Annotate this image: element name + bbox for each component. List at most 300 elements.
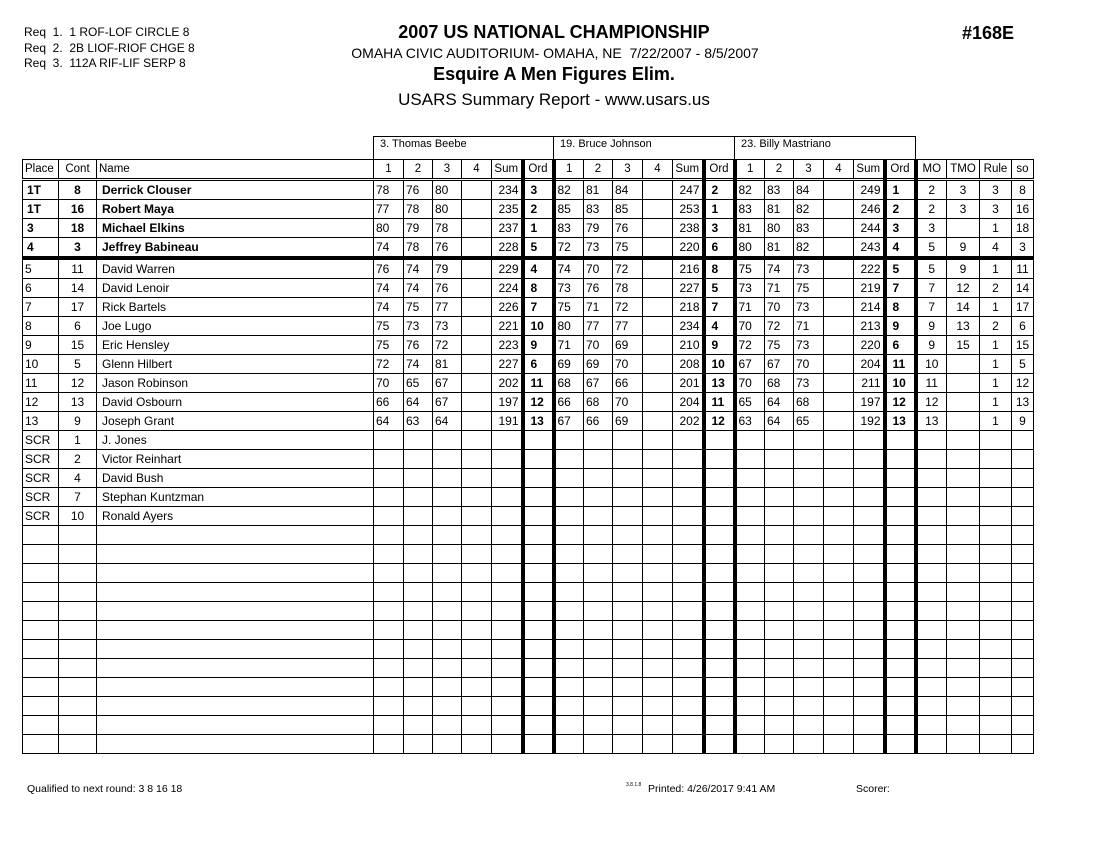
- mo-cell: 5: [916, 238, 947, 259]
- judge2-score3-cell: [613, 507, 643, 526]
- judge1-sum-cell: [492, 469, 523, 488]
- tmo-cell: [947, 450, 980, 469]
- name-cell: [97, 545, 374, 564]
- judge3-score2-cell: [765, 545, 794, 564]
- judge2-score3-cell: [613, 697, 643, 716]
- judge2-ordinal-cell: [704, 678, 735, 697]
- judge3-ordinal-cell: 11: [885, 355, 916, 374]
- judge3-sum-cell: [854, 545, 885, 564]
- judge3-score3-cell: 73: [794, 298, 824, 317]
- judge3-score2-cell: [765, 735, 794, 754]
- judge2-score4-cell: [643, 716, 673, 735]
- judge2-score4-cell: [643, 374, 673, 393]
- judge3-score3-cell: 73: [794, 374, 824, 393]
- judge2-score4-cell: [643, 659, 673, 678]
- extra-cell: [980, 659, 1012, 678]
- judge2-score3-cell: 69: [613, 412, 643, 431]
- judge3-ordinal-cell: 6: [885, 336, 916, 355]
- judge3-score4-cell: [824, 219, 854, 238]
- place-cell: 11: [23, 374, 59, 393]
- table-row: [23, 412, 1034, 431]
- name-cell: [97, 602, 374, 621]
- judge2-score1-cell: 71: [554, 336, 584, 355]
- judge3-ordinal-cell: 3: [885, 219, 916, 238]
- col-header-judge2-j1: 1: [554, 160, 584, 180]
- judge1-score4-cell: [462, 238, 492, 259]
- judge1-ordinal-cell: [523, 678, 554, 697]
- judge1-ordinal-cell: 5: [523, 238, 554, 259]
- judge2-score2-cell: 71: [584, 298, 613, 317]
- judge-1-header: 3. Thomas Beebe: [373, 136, 554, 160]
- judge2-score4-cell: [643, 735, 673, 754]
- extra-cell: [916, 583, 947, 602]
- judge1-ordinal-cell: [523, 735, 554, 754]
- name-cell: Jason Robinson: [97, 374, 374, 393]
- judge1-score2-cell: [404, 583, 433, 602]
- contestant-number-cell: [59, 716, 97, 735]
- judge1-score2-cell: 76: [404, 180, 433, 200]
- col-header-judge3-j2: 2: [765, 160, 794, 180]
- judge2-score4-cell: [643, 317, 673, 336]
- venue-dates: OMAHA CIVIC AUDITORIUM- OMAHA, NE 7/22/2007 - 8/5/2007: [351, 45, 759, 61]
- extra-cell: [916, 526, 947, 545]
- extra-cell: [947, 735, 980, 754]
- tmo-cell: 9: [947, 258, 980, 279]
- judge3-ordinal-cell: 12: [885, 393, 916, 412]
- judge2-sum-cell: 204: [673, 393, 704, 412]
- judge3-score3-cell: 70: [794, 355, 824, 374]
- judge2-score3-cell: [613, 488, 643, 507]
- place-cell: 8: [23, 317, 59, 336]
- judge2-score4-cell: [643, 697, 673, 716]
- col-header-name: Name: [97, 160, 374, 180]
- judge1-sum-cell: 235: [492, 200, 523, 219]
- extra-cell: [947, 526, 980, 545]
- judge3-sum-cell: 211: [854, 374, 885, 393]
- judge1-ordinal-cell: 11: [523, 374, 554, 393]
- judge3-score3-cell: 73: [794, 336, 824, 355]
- judge1-score4-cell: [462, 317, 492, 336]
- judge3-ordinal-cell: 5: [885, 258, 916, 279]
- judge2-score4-cell: [643, 431, 673, 450]
- blank-row: [23, 678, 1034, 697]
- judge3-ordinal-cell: [885, 469, 916, 488]
- extra-cell: [947, 583, 980, 602]
- judge2-score1-cell: [554, 697, 584, 716]
- judge3-score2-cell: 72: [765, 317, 794, 336]
- judge1-score3-cell: [433, 507, 462, 526]
- judge3-score2-cell: 83: [765, 180, 794, 200]
- judge1-sum-cell: 227: [492, 355, 523, 374]
- extra-cell: [1012, 583, 1034, 602]
- name-cell: Michael Elkins: [97, 219, 374, 238]
- judge2-score1-cell: [554, 583, 584, 602]
- judge2-sum-cell: 238: [673, 219, 704, 238]
- tmo-cell: [947, 374, 980, 393]
- judge1-score2-cell: 63: [404, 412, 433, 431]
- judge1-score3-cell: [433, 735, 462, 754]
- judge2-sum-cell: [673, 488, 704, 507]
- place-cell: 12: [23, 393, 59, 412]
- judge1-score2-cell: 73: [404, 317, 433, 336]
- judge2-score2-cell: [584, 431, 613, 450]
- contestant-number-cell: 14: [59, 279, 97, 298]
- championship-title: 2007 US NATIONAL CHAMPIONSHIP: [398, 22, 710, 42]
- rule-cell: 3: [980, 180, 1012, 200]
- table-row: [23, 238, 1034, 259]
- judge2-score2-cell: 81: [584, 180, 613, 200]
- so-cell: 13: [1012, 393, 1034, 412]
- tmo-cell: 3: [947, 180, 980, 200]
- event-number: #168E: [962, 23, 1015, 43]
- judge2-score4-cell: [643, 678, 673, 697]
- judge3-score3-cell: 75: [794, 279, 824, 298]
- judge1-score3-cell: [433, 564, 462, 583]
- col-header-tmo: TMO: [947, 160, 980, 180]
- judge3-sum-cell: [854, 583, 885, 602]
- judge3-score4-cell: [824, 640, 854, 659]
- extra-cell: [980, 640, 1012, 659]
- judge1-ordinal-cell: [523, 488, 554, 507]
- judge2-score4-cell: [643, 336, 673, 355]
- judge2-score4-cell: [643, 219, 673, 238]
- judge1-score2-cell: [404, 488, 433, 507]
- judge3-sum-cell: [854, 564, 885, 583]
- extra-cell: [1012, 678, 1034, 697]
- rule-cell: 1: [980, 219, 1012, 238]
- judge1-score4-cell: [462, 735, 492, 754]
- name-cell: [97, 621, 374, 640]
- judge2-score3-cell: [613, 602, 643, 621]
- judge1-ordinal-cell: 2: [523, 200, 554, 219]
- judge2-score1-cell: 73: [554, 279, 584, 298]
- so-cell: [1012, 469, 1034, 488]
- judge2-ordinal-cell: [704, 564, 735, 583]
- judge1-score4-cell: [462, 526, 492, 545]
- judge3-score2-cell: [765, 564, 794, 583]
- judge2-sum-cell: 216: [673, 258, 704, 279]
- extra-cell: [947, 659, 980, 678]
- so-cell: [1012, 450, 1034, 469]
- judge1-score2-cell: 74: [404, 279, 433, 298]
- extra-cell: [916, 659, 947, 678]
- judge1-score4-cell: [462, 564, 492, 583]
- name-cell: Ronald Ayers: [97, 507, 374, 526]
- judge1-score2-cell: [404, 697, 433, 716]
- judge2-score2-cell: [584, 735, 613, 754]
- judge3-score4-cell: [824, 697, 854, 716]
- judge2-score2-cell: [584, 621, 613, 640]
- extra-cell: [916, 697, 947, 716]
- judge3-sum-cell: 220: [854, 336, 885, 355]
- extra-cell: [980, 697, 1012, 716]
- so-cell: [1012, 488, 1034, 507]
- judge1-sum-cell: [492, 431, 523, 450]
- judge1-sum-cell: [492, 450, 523, 469]
- judge1-score4-cell: [462, 219, 492, 238]
- name-cell: [97, 716, 374, 735]
- judge3-score2-cell: 68: [765, 374, 794, 393]
- judge2-score4-cell: [643, 200, 673, 219]
- contestant-number-cell: [59, 564, 97, 583]
- place-cell: SCR: [23, 507, 59, 526]
- event-title: Esquire A Men Figures Elim.: [433, 64, 675, 84]
- judge2-score3-cell: 69: [613, 336, 643, 355]
- judge3-score1-cell: 63: [735, 412, 765, 431]
- extra-cell: [916, 564, 947, 583]
- judge3-score1-cell: [735, 621, 765, 640]
- extra-cell: [980, 716, 1012, 735]
- place-cell: 1T: [23, 200, 59, 219]
- judge2-score1-cell: [554, 602, 584, 621]
- judge1-score3-cell: 67: [433, 393, 462, 412]
- judge3-score2-cell: 81: [765, 200, 794, 219]
- judge3-ordinal-cell: [885, 697, 916, 716]
- blank-row: [23, 583, 1034, 602]
- judge3-score1-cell: 71: [735, 298, 765, 317]
- table-row: [23, 488, 1034, 507]
- judge3-score3-cell: 65: [794, 412, 824, 431]
- judge2-ordinal-cell: [704, 545, 735, 564]
- contestant-number-cell: [59, 526, 97, 545]
- judge3-ordinal-cell: [885, 488, 916, 507]
- judge3-score2-cell: [765, 507, 794, 526]
- judge1-score4-cell: [462, 412, 492, 431]
- rule-cell: 2: [980, 317, 1012, 336]
- judge3-ordinal-cell: 4: [885, 238, 916, 259]
- name-cell: Stephan Kuntzman: [97, 488, 374, 507]
- mo-cell: [916, 450, 947, 469]
- judge1-sum-cell: [492, 640, 523, 659]
- judge1-ordinal-cell: 3: [523, 180, 554, 200]
- judge3-score4-cell: [824, 583, 854, 602]
- judge3-score2-cell: 71: [765, 279, 794, 298]
- judge1-ordinal-cell: [523, 697, 554, 716]
- blank-row: [23, 640, 1034, 659]
- judge2-ordinal-cell: 10: [704, 355, 735, 374]
- judge2-score1-cell: [554, 507, 584, 526]
- name-cell: [97, 697, 374, 716]
- judge2-score2-cell: [584, 716, 613, 735]
- judge3-score3-cell: 68: [794, 393, 824, 412]
- judge2-score2-cell: [584, 488, 613, 507]
- judge1-score3-cell: [433, 488, 462, 507]
- judge3-ordinal-cell: [885, 716, 916, 735]
- judge1-score3-cell: 78: [433, 219, 462, 238]
- col-header-judge2-j2: 2: [584, 160, 613, 180]
- results-table: [22, 159, 1034, 754]
- judge3-sum-cell: 222: [854, 258, 885, 279]
- rule-cell: [980, 488, 1012, 507]
- name-cell: [97, 583, 374, 602]
- blank-row: [23, 564, 1034, 583]
- judge3-sum-cell: [854, 697, 885, 716]
- judge1-score4-cell: [462, 697, 492, 716]
- judge2-sum-cell: 247: [673, 180, 704, 200]
- judge3-ordinal-cell: [885, 583, 916, 602]
- judge1-score4-cell: [462, 716, 492, 735]
- extra-cell: [916, 621, 947, 640]
- judge2-score2-cell: [584, 564, 613, 583]
- judge1-score1-cell: [374, 583, 404, 602]
- judge3-score2-cell: [765, 659, 794, 678]
- mo-cell: 12: [916, 393, 947, 412]
- judge2-ordinal-cell: [704, 602, 735, 621]
- judge3-score2-cell: 67: [765, 355, 794, 374]
- judge3-ordinal-cell: [885, 507, 916, 526]
- name-cell: [97, 659, 374, 678]
- contestant-number-cell: 17: [59, 298, 97, 317]
- col-header-judge3-ord: Ord: [885, 160, 916, 180]
- mo-cell: 9: [916, 336, 947, 355]
- extra-cell: [980, 678, 1012, 697]
- judge2-score2-cell: 83: [584, 200, 613, 219]
- mo-cell: 5: [916, 258, 947, 279]
- judge3-score2-cell: [765, 602, 794, 621]
- judge3-score1-cell: [735, 526, 765, 545]
- judge3-score1-cell: 73: [735, 279, 765, 298]
- judge2-sum-cell: 218: [673, 298, 704, 317]
- col-header-judge1-j2: 2: [404, 160, 433, 180]
- judge1-score2-cell: [404, 640, 433, 659]
- judge3-score2-cell: [765, 640, 794, 659]
- judge2-score2-cell: 67: [584, 374, 613, 393]
- extra-cell: [916, 545, 947, 564]
- name-cell: [97, 526, 374, 545]
- judge2-score1-cell: [554, 469, 584, 488]
- judge1-score4-cell: [462, 583, 492, 602]
- judge1-score4-cell: [462, 659, 492, 678]
- judge1-score2-cell: [404, 469, 433, 488]
- judge2-score1-cell: 67: [554, 412, 584, 431]
- judge3-score4-cell: [824, 507, 854, 526]
- blank-row: [23, 716, 1034, 735]
- col-header-judge2-j3: 3: [613, 160, 643, 180]
- judge2-score3-cell: 72: [613, 298, 643, 317]
- judge3-score3-cell: 82: [794, 200, 824, 219]
- extra-cell: [916, 716, 947, 735]
- judge3-score4-cell: [824, 355, 854, 374]
- judge2-score3-cell: 75: [613, 238, 643, 259]
- judge2-score2-cell: 79: [584, 219, 613, 238]
- place-cell: [23, 602, 59, 621]
- judge1-ordinal-cell: 9: [523, 336, 554, 355]
- extra-cell: [1012, 545, 1034, 564]
- judge1-score4-cell: [462, 279, 492, 298]
- judge1-ordinal-cell: 7: [523, 298, 554, 317]
- judge1-score3-cell: 80: [433, 180, 462, 200]
- judge1-score2-cell: [404, 526, 433, 545]
- judge2-score3-cell: 76: [613, 219, 643, 238]
- judge2-sum-cell: [673, 507, 704, 526]
- place-cell: 3: [23, 219, 59, 238]
- judge2-ordinal-cell: 5: [704, 279, 735, 298]
- contestant-number-cell: 7: [59, 488, 97, 507]
- judge3-sum-cell: [854, 678, 885, 697]
- judge3-score2-cell: 74: [765, 258, 794, 279]
- contestant-number-cell: 6: [59, 317, 97, 336]
- report-title: USARS Summary Report - www.usars.us: [398, 90, 710, 109]
- judge3-score1-cell: [735, 583, 765, 602]
- judge1-score3-cell: [433, 716, 462, 735]
- judge2-score4-cell: [643, 279, 673, 298]
- place-cell: 1T: [23, 180, 59, 200]
- judge3-ordinal-cell: [885, 602, 916, 621]
- judge1-score1-cell: 64: [374, 412, 404, 431]
- table-row: [23, 450, 1034, 469]
- contestant-number-cell: 12: [59, 374, 97, 393]
- judge2-score3-cell: 84: [613, 180, 643, 200]
- col-header-judge1-sum: Sum: [492, 160, 523, 180]
- judge1-score4-cell: [462, 258, 492, 279]
- table-row: [23, 336, 1034, 355]
- judge2-score2-cell: [584, 678, 613, 697]
- extra-cell: [1012, 526, 1034, 545]
- so-cell: 11: [1012, 258, 1034, 279]
- judge1-ordinal-cell: 13: [523, 412, 554, 431]
- contestant-number-cell: 18: [59, 219, 97, 238]
- judge3-score4-cell: [824, 716, 854, 735]
- judge2-score2-cell: [584, 659, 613, 678]
- judge1-sum-cell: [492, 697, 523, 716]
- judge1-ordinal-cell: [523, 716, 554, 735]
- judge3-ordinal-cell: [885, 545, 916, 564]
- judge1-score1-cell: [374, 716, 404, 735]
- judge3-score4-cell: [824, 545, 854, 564]
- judge2-score3-cell: 70: [613, 393, 643, 412]
- judge1-ordinal-cell: [523, 602, 554, 621]
- so-cell: 12: [1012, 374, 1034, 393]
- judge2-sum-cell: 234: [673, 317, 704, 336]
- judge1-score1-cell: [374, 735, 404, 754]
- contestant-number-cell: 3: [59, 238, 97, 259]
- place-cell: [23, 716, 59, 735]
- judge2-score1-cell: 68: [554, 374, 584, 393]
- judge2-score2-cell: 70: [584, 336, 613, 355]
- judge1-score3-cell: [433, 545, 462, 564]
- judge1-score1-cell: 72: [374, 355, 404, 374]
- rule-cell: 1: [980, 258, 1012, 279]
- contestant-number-cell: 16: [59, 200, 97, 219]
- extra-cell: [1012, 735, 1034, 754]
- judge3-score1-cell: 83: [735, 200, 765, 219]
- rule-cell: 1: [980, 355, 1012, 374]
- judge3-score2-cell: [765, 469, 794, 488]
- judge3-sum-cell: [854, 716, 885, 735]
- judge1-score4-cell: [462, 545, 492, 564]
- col-header-judge1-j3: 3: [433, 160, 462, 180]
- tmo-cell: 12: [947, 279, 980, 298]
- place-cell: [23, 659, 59, 678]
- judge2-score3-cell: [613, 526, 643, 545]
- judge2-score4-cell: [643, 507, 673, 526]
- judge1-score4-cell: [462, 469, 492, 488]
- judge2-score4-cell: [643, 564, 673, 583]
- judge2-score2-cell: [584, 526, 613, 545]
- judge2-score1-cell: 66: [554, 393, 584, 412]
- contestant-number-cell: 13: [59, 393, 97, 412]
- extra-cell: [916, 678, 947, 697]
- place-cell: SCR: [23, 469, 59, 488]
- judge1-score4-cell: [462, 621, 492, 640]
- judge3-score4-cell: [824, 621, 854, 640]
- judge3-score3-cell: [794, 564, 824, 583]
- judge1-score2-cell: 65: [404, 374, 433, 393]
- judge1-score1-cell: [374, 431, 404, 450]
- contestant-number-cell: [59, 678, 97, 697]
- judge3-ordinal-cell: 7: [885, 279, 916, 298]
- judge2-ordinal-cell: [704, 621, 735, 640]
